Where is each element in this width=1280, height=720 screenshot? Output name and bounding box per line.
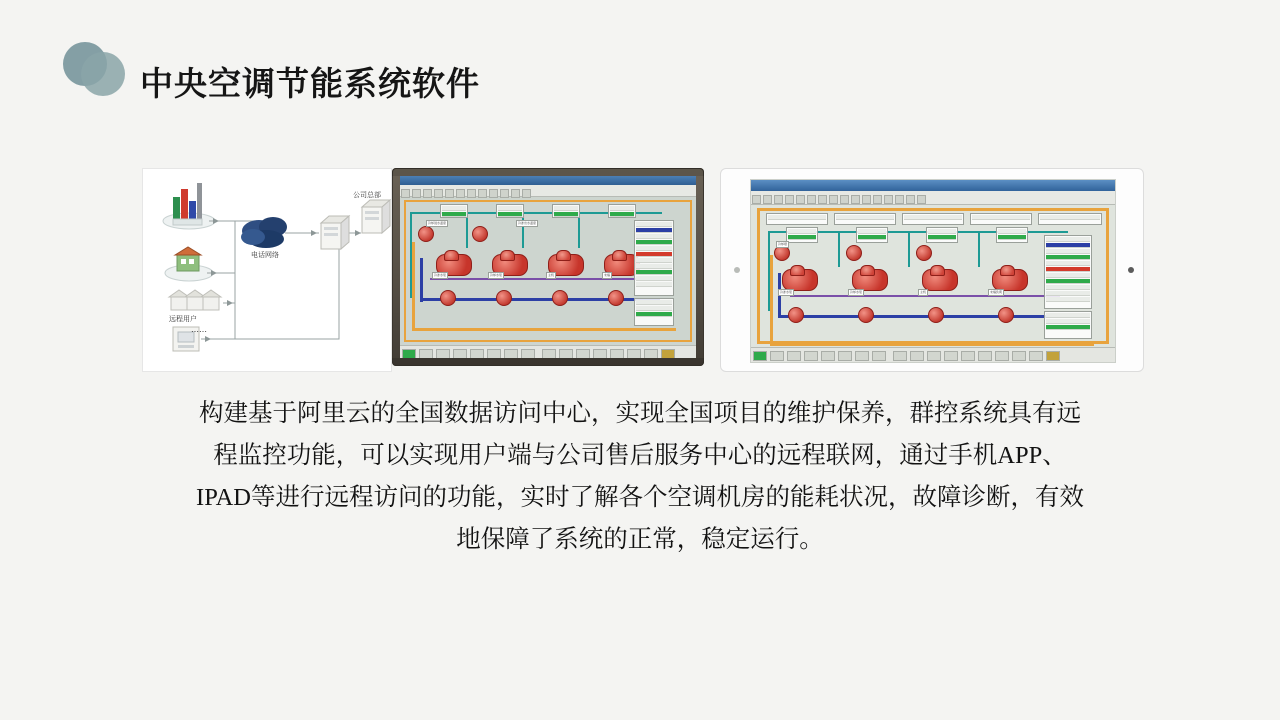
- topology-label-dots: ……: [191, 325, 207, 334]
- topology-label-cloud: 电话网络: [251, 251, 279, 259]
- media-row: [142, 168, 1142, 370]
- ipad-device: [720, 168, 1144, 372]
- scada-titlebar: [751, 180, 1115, 191]
- tablet-bezel-top: [392, 168, 704, 176]
- scada-toolbar[interactable]: [751, 191, 1115, 205]
- topology-diagram-graphic: [143, 169, 391, 371]
- network-topology-image: [142, 168, 392, 372]
- hvac-scada-mock-dark: [400, 176, 696, 358]
- home-button[interactable]: [1128, 267, 1134, 273]
- tablet-screen-dark[interactable]: [400, 176, 696, 358]
- scada-toolbar[interactable]: [400, 185, 696, 197]
- topology-label-headquarters: 公司总部: [353, 191, 381, 199]
- scada-diagram-frame: 冷冻水泵 冷却水泵 主机 末端 冷却进水温度 冷冻出水温度: [404, 200, 692, 342]
- scada-statusbar[interactable]: [751, 347, 1115, 362]
- slide-header: [0, 0, 1280, 130]
- tablet-bezel-bottom: [392, 358, 704, 366]
- tablet-screen-white[interactable]: [750, 179, 1116, 363]
- hvac-scada-mock-white: [751, 180, 1115, 362]
- scada-statusbar[interactable]: [400, 345, 696, 358]
- android-tablet-device: [392, 168, 704, 366]
- scada-diagram-frame: 冷冻水泵 冷却水泵 主机 末端负荷 冷却塔: [757, 208, 1109, 344]
- page-title: 中央空调节能系统软件: [140, 65, 480, 102]
- front-camera-icon: [734, 267, 740, 273]
- body-paragraph: 构建基于阿里云的全国数据访问中心，实现全国项目的维护保养，群控系统具有远程监控功能，可以实现用户端与公司售后服务中心的远程联网，通过手机APP、IPAD等进行远程访问的功能，实时了解各个空调机房的能耗状况，故障诊断，有效地保障了系统的正常，稳定运行。: [196, 400, 1084, 553]
- logo-circle-front: [81, 52, 125, 96]
- scada-titlebar: [400, 176, 696, 185]
- topology-label-remote-users: 远程用户: [169, 315, 197, 323]
- overlapping-circles-logo-icon: [63, 42, 125, 96]
